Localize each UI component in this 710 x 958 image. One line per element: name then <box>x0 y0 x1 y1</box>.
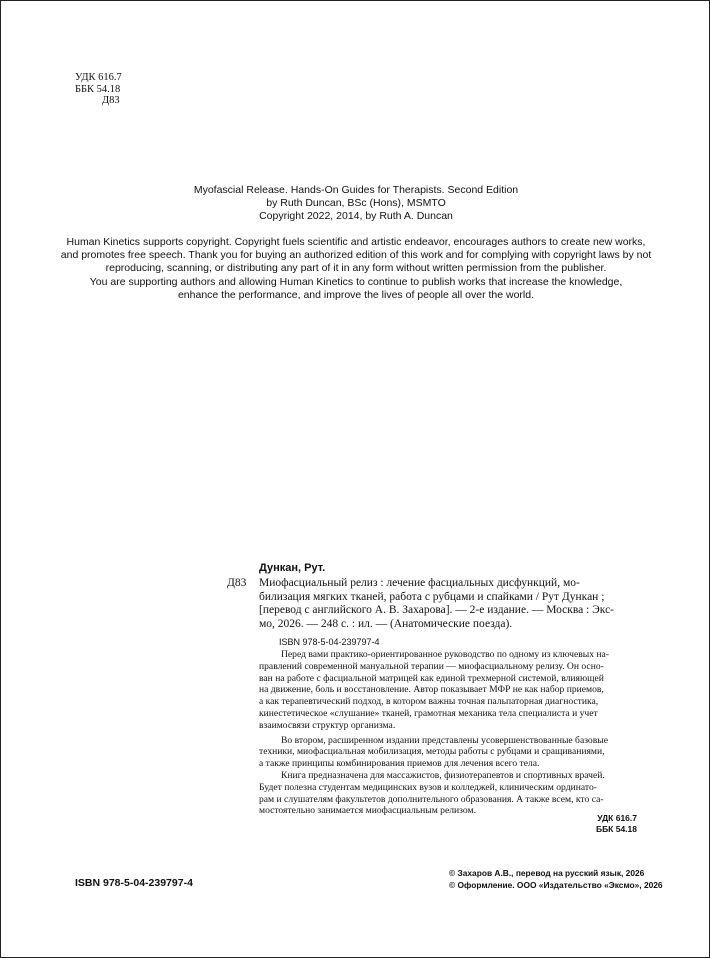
classification-codes-bottom <box>596 813 637 834</box>
author-sign: Д83 <box>102 95 120 106</box>
annotation <box>259 649 639 817</box>
original-copyright: Copyright 2022, 2014, by Ruth A. Duncan <box>259 210 453 223</box>
annotation-line: а также принципы комбинирования приемов для лечения всего тела. <box>259 758 540 770</box>
udk-code: УДК 616.7 <box>75 72 122 83</box>
record-author: Дункан, Рут. <box>259 562 326 574</box>
copyright-line: enhance the performance, and improve the lives of people all over the world. <box>177 288 535 301</box>
bbk-code-bottom: ББК 54.18 <box>595 823 637 834</box>
annotation-line: Книга предназначена для массажистов, физиотерапевтов и спортивных врачей. <box>281 769 605 781</box>
annotation-line: мостоятельно занимается миофасциальным релизом. <box>259 805 476 817</box>
copyright-line: You are supporting authors and allowing Human Kinetics to continue to publish works that increase the knowledge, <box>89 275 623 288</box>
annotation-line: Во втором, расширенном издании представлены усовершенствованные базовые <box>281 734 608 746</box>
original-edition-info <box>41 184 671 224</box>
record-description-line: билизация мягких тканей, работа с рубцами и спайками / Рут Дункан ; <box>259 590 605 603</box>
udk-code-bottom: УДК 616.7 <box>597 813 637 823</box>
annotation-line: взаимосвязи структур организма. <box>259 719 396 731</box>
original-title: Myofascial Release. Hands-On Guides for Therapists. Second Edition <box>193 184 519 196</box>
annotation-line: Будет полезна студентам медицинских вузов и колледжей, клиническим ординато- <box>259 781 597 793</box>
annotation-line: Перед вами практико-ориентированное руководство по одному из ключевых на- <box>281 649 609 660</box>
annotation-line: а как терапевтический подход, в котором важны точная пальпаторная диагностика, <box>259 696 599 708</box>
annotation-line: рам и слушателям факультетов дополнительного образования. А также всем, кто са- <box>259 793 604 805</box>
translation-credit: © Захаров А.В., перевод на русский язык, 2026 <box>449 868 645 878</box>
record-description <box>259 577 639 631</box>
annotation-line: на движение, боль и восстановление. Автор показывает МФР не как набор приемов, <box>259 684 604 696</box>
annotation-line: кинестетическое «слушание» тканей, грамотная механика тела специалиста и учет <box>259 707 598 719</box>
record-code: Д83 <box>227 577 247 589</box>
annotation-line: правлений современной мануальной терапии — миофасциальному релизу. Он осно- <box>259 660 604 672</box>
annotation-paragraph <box>259 649 639 732</box>
isbn-footer: ISBN 978-5-04-239797-4 <box>75 877 193 889</box>
record-isbn: ISBN 978-5-04-239797-4 <box>279 637 380 648</box>
design-credit: © Оформление. ООО «Издательство «Эксмо», 2026 <box>449 879 663 890</box>
bbk-code: ББК 54.18 <box>75 83 121 95</box>
copyright-line: and promotes free speech. Thank you for buying an authorized edition of this work and for complying with copyright laws by not <box>60 249 652 262</box>
bibliographic-record <box>227 562 639 648</box>
copyright-line: Human Kinetics supports copyright. Copyright fuels scientific and artistic endeavor, encourages authors to create new works, <box>66 236 646 248</box>
annotation-paragraph <box>259 770 639 817</box>
record-description-line: [перевод с английского А. В. Захарова]. — 2-е издание. — Москва : Экс- <box>259 604 615 617</box>
annotation-line: ван на работе с фасциальной матрицей как единой трехмерной системой, влияющей <box>259 672 604 684</box>
record-description-line: мо, 2026. — 248 с. : ил. — (Анатомические поезда). <box>259 617 513 630</box>
copyright-notice <box>41 236 671 302</box>
classification-codes-top <box>75 72 122 107</box>
copyright-line: reproducing, scanning, or distributing any part of it in any form without written permission from the publisher. <box>105 262 607 275</box>
annotation-line: техники, миофасциальная мобилизация, методы работы с рубцами и сращиваниями, <box>259 746 605 758</box>
original-author: by Ruth Duncan, BSc (Hons), MSMTO <box>266 197 446 210</box>
record-description-line: Миофасциальный релиз : лечение фасциальных дисфункций, мо- <box>259 577 580 589</box>
copyright-credits <box>449 868 663 891</box>
annotation-paragraph <box>259 735 639 770</box>
